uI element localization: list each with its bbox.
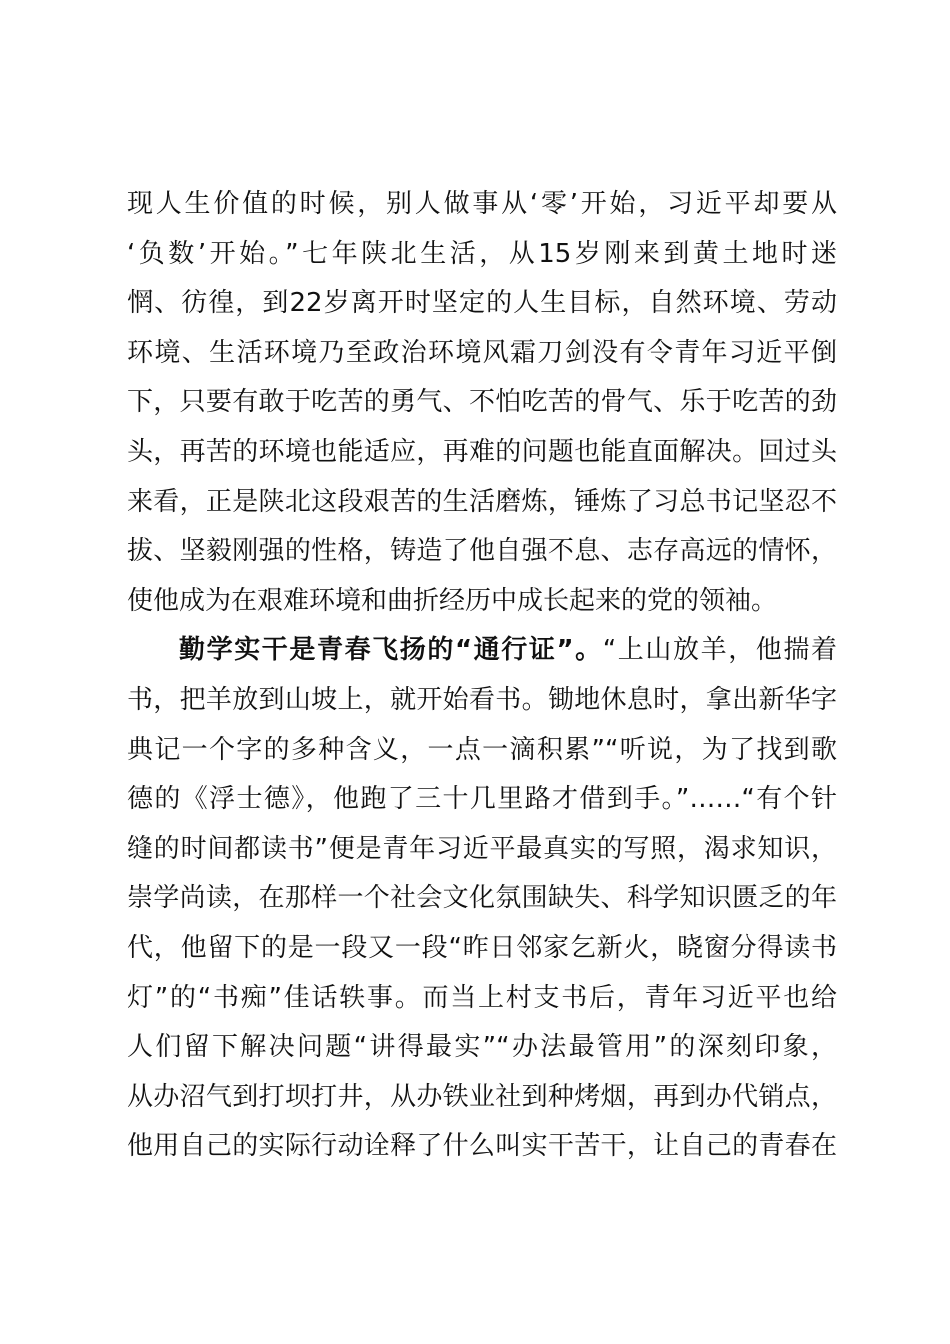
paragraph-2-heading: 勤学实干是青春飞扬的“通行证”。 — [179, 635, 603, 666]
paragraph-1-line: 现人生价值的时候，别人做事从‘零’开始，习近平却要从 — [127, 189, 837, 219]
paragraph-1-line: 来看，正是陕北这段艰苦的生活磨炼，锤炼了习总书记坚忍不 — [127, 486, 837, 517]
paragraph-2-line: 崇学尚读，在那样一个社会文化氛围缺失、科学知识匮乏的年 — [127, 883, 837, 914]
paragraph-2-line: 代，他留下的是一段又一段“昨日邻家乞新火，晓窗分得读书 — [127, 932, 837, 963]
paragraph-2-line: 书，把羊放到山坡上，就开始看书。锄地休息时，拿出新华字 — [127, 684, 837, 715]
paragraph-1-line: ‘负数’开始。”七年陕北生活，从15岁刚来到黄土地时迷 — [127, 238, 837, 269]
paragraph-2-line: 典记一个字的多种含义，一点一滴积累”“听说，为了找到歌 — [127, 734, 837, 765]
paragraph-2-line: 德的《浮士德》，他跑了三十几里路才借到手。”……“有个针 — [127, 784, 837, 815]
paragraph-2-line: 从办沼气到打坝打井，从办铁业社到种烤烟，再到办代销点， — [127, 1081, 837, 1112]
paragraph-1-line: 下，只要有敢于吃苦的勇气、不怕吃苦的骨气、乐于吃苦的劲 — [127, 387, 837, 418]
body-text — [127, 180, 837, 1172]
paragraph-1-line: 使他成为在艰难环境和曲折经历中成长起来的党的领袖。 — [127, 585, 778, 616]
paragraph-1-line: 拔、坚毅刚强的性格，铸造了他自强不息、志存高远的情怀， — [127, 536, 837, 567]
paragraph-1-line: 惘、彷徨，到22岁离开时坚定的人生目标，自然环境、劳动 — [127, 288, 837, 319]
paragraph-2-first-line — [127, 626, 837, 676]
paragraph-2-line: 灯”的“书痴”佳话轶事。而当上村支书后，青年习近平也给 — [127, 982, 837, 1013]
paragraph-2-line: 人们留下解决问题“讲得最实”“办法最管用”的深刻印象， — [127, 1032, 837, 1063]
paragraph-2-line: 他用自己的实际行动诠释了什么叫实干苦干，让自己的青春在 — [127, 1131, 837, 1162]
paragraph-1-line: 环境、生活环境乃至政治环境风霜刀剑没有令青年习近平倒 — [127, 337, 837, 368]
paragraph-2-lead-text: “上山放羊，他揣着 — [602, 635, 837, 666]
paragraph-2-line: 缝的时间都读书”便是青年习近平最真实的写照，渴求知识， — [127, 833, 837, 864]
paragraph-1-line: 头，再苦的环境也能适应，再难的问题也能直面解决。回过头 — [127, 436, 837, 467]
